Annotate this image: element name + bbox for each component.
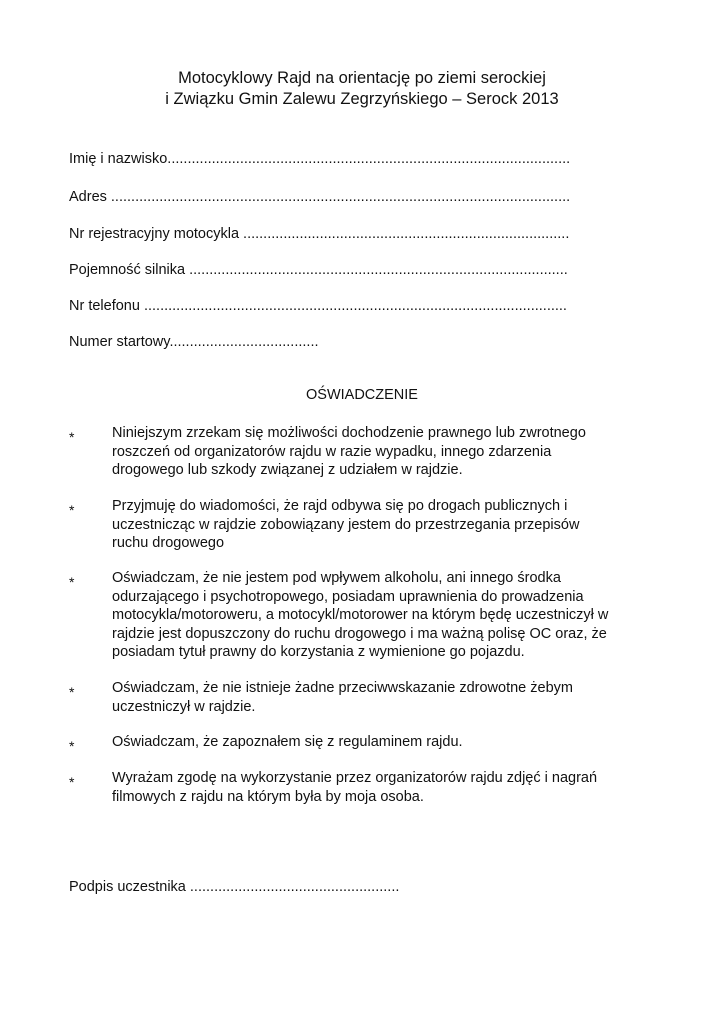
- address-field[interactable]: Adres ..................................................................................................................: [69, 189, 571, 205]
- declaration-line: posiadam tytuł prawny do korzystania z wymienione go pojazdu.: [112, 644, 525, 660]
- start-number-field[interactable]: Numer startowy.....................................: [69, 334, 319, 350]
- declaration-item-1: [112, 424, 672, 480]
- declaration-item-3: [112, 569, 672, 662]
- declaration-line: uczestnicząc w rajdzie zobowiązany jestem do przestrzegania przepisów: [112, 516, 580, 533]
- bullet-icon: *: [69, 774, 75, 790]
- declaration-item-6: [112, 769, 672, 806]
- declaration-line: Niniejszym zrzekam się możliwości dochodzenie prawnego lub zwrotnego: [112, 425, 586, 441]
- declaration-line: odurzającego i psychotropowego, posiadam uprawnienia do prowadzenia: [112, 588, 584, 605]
- bullet-icon: *: [69, 684, 75, 700]
- declaration-line: Przyjmuję do wiadomości, że rajd odbywa się po drogach publicznych i: [112, 498, 568, 514]
- declaration-line: rajdzie jest dopuszczony do ruchu drogowego i ma ważną polisę OC oraz, że: [112, 625, 607, 642]
- bullet-icon: *: [69, 429, 75, 445]
- declaration-line: Oświadczam, że zapoznałem się z regulaminem rajdu.: [112, 734, 463, 750]
- declaration-line: roszczeń od organizatorów rajdu w razie wypadku, innego zdarzenia: [112, 443, 552, 460]
- declaration-line: Wyrażam zgodę na wykorzystanie przez organizatorów rajdu zdjęć i nagrań: [112, 770, 598, 786]
- bullet-icon: *: [69, 738, 75, 754]
- declaration-line: motocykla/motoroweru, a motocykl/motorower na którym będę uczestniczył w: [112, 607, 609, 623]
- declaration-line: Oświadczam, że nie jestem pod wpływem alkoholu, ani innego środka: [112, 570, 561, 586]
- declaration-item-2: [112, 497, 672, 553]
- declaration-line: drogowego lub szkody związanej z udziałem w rajdzie.: [112, 462, 463, 478]
- declaration-item-4: [112, 679, 672, 716]
- declaration-item-5: [112, 733, 672, 752]
- declaration-line: filmowych z rajdu na którym była by moja osoba.: [112, 788, 424, 805]
- document-title-line-1: Motocyklowy Rajd na orientację po ziemi serockiej: [178, 69, 546, 87]
- declaration-line: Oświadczam, że nie istnieje żadne przeciwwskazanie zdrowotne żebym: [112, 680, 573, 696]
- document-title-line-2: i Związku Gmin Zalewu Zegrzyńskiego – Serock 2013: [165, 90, 559, 108]
- registration-field[interactable]: Nr rejestracyjny motocykla .................................................................................: [69, 226, 570, 242]
- engine-capacity-field[interactable]: Pojemność silnika ..............................................................................................: [69, 262, 568, 278]
- bullet-icon: *: [69, 574, 75, 590]
- declaration-line: ruchu drogowego: [112, 535, 225, 551]
- name-field[interactable]: Imię i nazwisko....................................................................................................: [69, 151, 571, 167]
- signature-field[interactable]: Podpis uczestnika ....................................................: [69, 879, 400, 895]
- phone-field[interactable]: Nr telefonu .........................................................................................................: [69, 298, 567, 314]
- declaration-line: uczestniczył w rajdzie.: [112, 698, 256, 715]
- bullet-icon: *: [69, 502, 75, 518]
- declaration-heading: OŚWIADCZENIE: [306, 387, 418, 403]
